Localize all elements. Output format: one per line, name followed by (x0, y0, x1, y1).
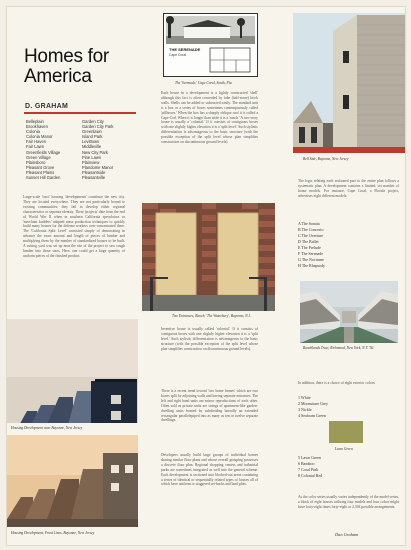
paragraph-models-intro: The logic relating each sectioned part to the entire plan follows a systematic plan. A development contains a limited, set number of house models. For instance, Cape Coral, a Florida project, advertises eight different models: (298, 179, 399, 198)
brochure-image (163, 13, 258, 77)
caption-tract-street: Ranchlands Tract, Richmond, New York, N.Y. '56 (303, 346, 374, 350)
article-page (6, 6, 406, 546)
paragraph-colonial: Inventive house is usually called 'colonial.' If it consists of contiguous boxes with one slightly higher elevation it is a 'split level.' Such stylistic differentiation is advantageous to the basic structure (with the possible exception of the split level whose plan simplifies construction on discontinuous ground levels). (161, 327, 258, 351)
photo-tract-street (300, 281, 398, 343)
caption-house-side: Bell Side, Bayonne, New Jersey (303, 157, 349, 161)
caption-row-houses-top: Housing Development near Bayonne, New Jersey (11, 426, 83, 430)
photo-row-houses-bottom (7, 435, 138, 527)
article-title: Homes for America (24, 46, 109, 87)
colors-list-a: 1 White 2 Moonstone Grey 3 Nickle 4 Seafoam Green (298, 395, 328, 418)
brochure-model-name: THE SERENADE (169, 47, 201, 52)
caption-two-entrances: Two Entrances, Ranch, 'The Waterbury', Bayonne, N.J. (172, 314, 251, 318)
caption-row-houses-bottom: Housing Development, Front Lines, Bayonne, New Jersey (11, 531, 95, 535)
paragraph-developers: Developers usually build large groups of individual homes sharing similar floor plans and whose overall grouping possesses a discrete floor plan. Regional shopping centers and industrial parks are sometimes integrated as well into the general scheme. Each development is sectioned into blocked-out areas containing a series of identical or sequentially related types of houses all of which have uniform or staggered set-backs and land plots. (161, 453, 258, 487)
photo-two-entrances (142, 203, 275, 311)
paragraph-two-home-homes: There is a recent trend toward 'two home homes' which are two boxes split by adjoining walls and having separate entrances. The left and right hand units are mirror reproductions of each other. Often sold as private units are strings of apartment-like garden-dwelling units formed by subdividing laterally an extended rectangular parallelepiped into as many as ten or twelve separate dwellings. (161, 389, 258, 423)
colors-list-b: 5 Lawn Green 6 Bamboo 7 Coral Pink 8 Colonial Red (298, 455, 323, 478)
photo-house-side (293, 13, 405, 153)
paragraph-shells: Each house in a development is a lightly constructed 'shell' although this fact is often concealed by fake (half-stone) brick walls. Shells can be added or subtracted easily. The standard unit is a box or a series of boxes sometimes contemptuously called 'pillboxes.' When the box has a sharply oblique roof it is called a Cape Cod. When it is longer than wide it is a 'ranch.' A two-story house is usually a 'colonial.' If it consists of contiguous boxes with one slightly higher elevation it is a 'split level.' Such stylistic differentiation is advantageous to the basic structure (with the possible exception of the split level whose plan simplifies construction on discontinuous ground levels). (161, 91, 258, 145)
models-list: A The Sonata B The Concerto C The Overture D The Ballet E The Prelude F The Serenade G The Nocturne H The Rhapsody (298, 221, 326, 268)
swatch-label: Lawn Green (335, 447, 353, 451)
development-names-left: Belleplain Brookhaven Colonia Colonia Manor Fair Haven Fair Lawn Greenfields Village Green Village Plainsboro Pleasant Grove Pleasant Plains Sunset Hill Garden (26, 119, 61, 181)
author-byline: D. GRAHAM (25, 103, 69, 110)
photo-row-houses-top (7, 319, 138, 423)
intro-paragraph: Large-scale 'tract' housing 'developments' constitute the new city. They are located everywhere. They are not particularly bound to existing communities; they fail to develop either regional characteristics or separate identity. These 'projects' date from the end of World War II when in southern California speculators or 'merchant builders' adapted mass production techniques to quickly build many houses for the defense workers over-concentrated there. The 'California Split Level' consisted simply of demarcating in advance the exact amount and length of pieces of lumber and multiplying them by the number of standardized houses to be built. A cutting yard was set up near the site of the project to saw rough lumber into those sizes. Here, one could get a large quantity of uniform pieces of the finished product. (23, 195, 125, 258)
paragraph-arrangements: As the color series usually varies independently of the model series, a block of eight houses utilizing four models and four colors might have forty-eight times forty-eight or 2,304 possible arrangements. (298, 495, 399, 509)
signature: Dan Graham (335, 532, 359, 537)
color-swatch-lawn-green (329, 421, 363, 443)
brochure-sub: Cape Coral (169, 53, 187, 57)
title-rule (24, 112, 136, 114)
caption-brochure: The 'Serenade,' Cape Coral, South, Fla. (175, 81, 233, 85)
paragraph-colors-intro: In addition, there is a choice of eight exterior colors: (298, 381, 376, 385)
development-names-right: Garden City Garden City Park Greenlawn Island Park Levittown Middleville New City Park Pine Lawn Plainview Plandome Manor Pleasantside Pleasantville (82, 119, 114, 181)
